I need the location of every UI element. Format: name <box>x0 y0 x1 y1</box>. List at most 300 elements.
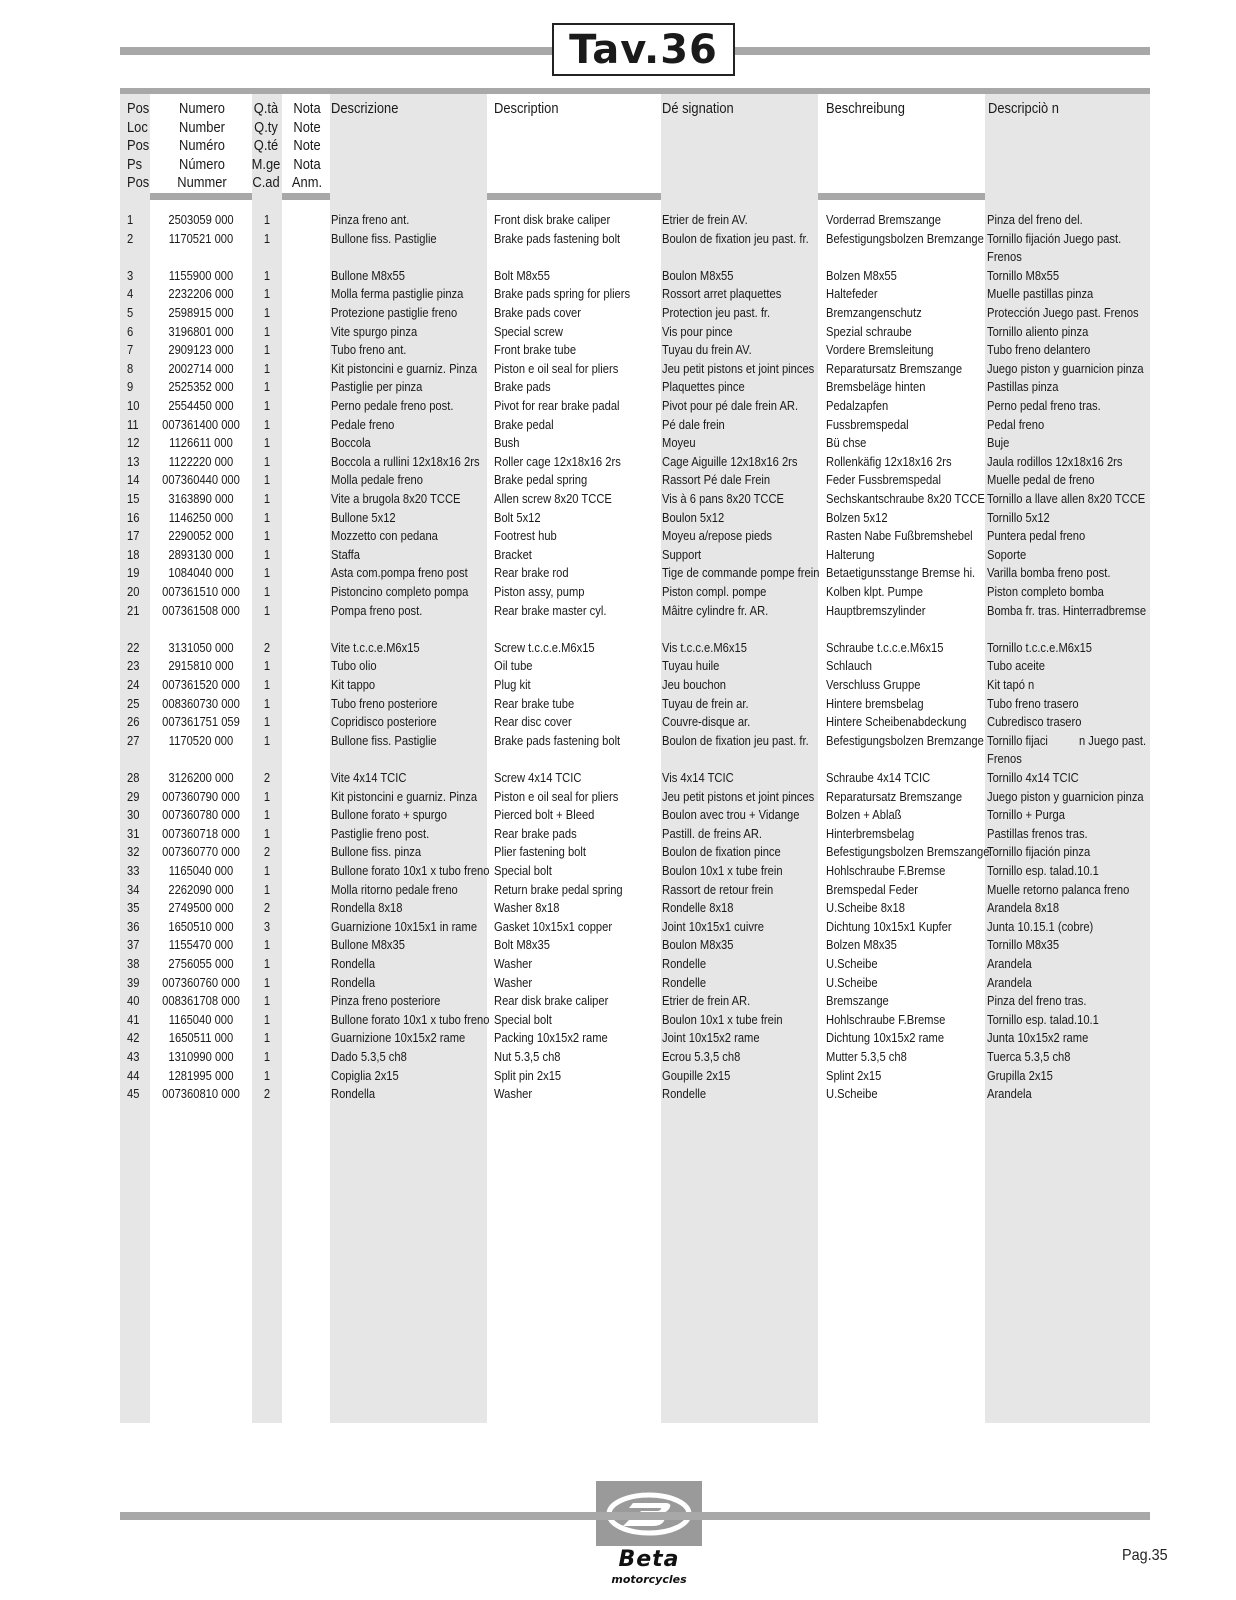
table-row <box>0 955 1236 974</box>
cell-description: Special screw <box>494 323 563 339</box>
cell-designation: Boulon de fixation jeu past. fr. <box>662 732 809 748</box>
table-row <box>0 341 1236 360</box>
table-row <box>0 602 1236 621</box>
cell-pos: 36 <box>127 918 140 934</box>
cell-description: Brake pads <box>494 379 551 395</box>
cell-designation: Tuyau du frein AV. <box>662 342 752 358</box>
cell-number: 007361508 000 <box>162 602 240 618</box>
cell-beschreibung: Bolzen + Ablaß <box>826 807 902 823</box>
table-row <box>0 713 1236 732</box>
table-row <box>0 1067 1236 1086</box>
table-row <box>0 397 1236 416</box>
cell-descrizione: Bullone M8x55 <box>331 267 405 283</box>
cell-number: 1170520 000 <box>168 732 234 748</box>
cell-designation: Goupille 2x15 <box>662 1067 731 1083</box>
cell-descripcion: Junta 10x15x2 rame <box>987 1030 1089 1046</box>
page-title: Tav.36 <box>552 23 735 76</box>
header-descrizione: Descrizione <box>331 100 399 117</box>
cell-qty: 1 <box>263 1067 271 1083</box>
cell-descripcion: Cubredisco trasero <box>987 714 1082 730</box>
cell-descripcion: Arandela 8x18 <box>987 900 1060 916</box>
cell-beschreibung: Hohlschraube F.Bremse <box>826 863 946 878</box>
cell-number: 2290052 000 <box>168 528 234 544</box>
cell-beschreibung: U.Scheibe <box>826 1086 878 1102</box>
cell-number: 1650511 000 <box>168 1030 234 1046</box>
cell-beschreibung: Bremszange <box>826 993 889 1009</box>
cell-designation: Vis 4x14 TCIC <box>662 770 734 785</box>
cell-pos: 5 <box>127 305 134 320</box>
table-row <box>0 825 1236 844</box>
cell-designation: Moyeu a/repose pieds <box>662 528 773 544</box>
cell-number: 2915810 000 <box>168 658 234 674</box>
table-row <box>0 509 1236 528</box>
cell-descripcion: Tornillo a llave allen 8x20 TCCE <box>987 491 1146 506</box>
table-row <box>0 862 1236 881</box>
cell-descripcion: Juego piston y guarnicion pinza <box>987 360 1144 376</box>
cell-descrizione: Tubo freno posteriore <box>331 695 438 711</box>
cell-qty: 1 <box>263 528 271 544</box>
cell-number: 007360770 000 <box>162 844 240 860</box>
cell-description: Plier fastening bolt <box>494 844 586 860</box>
cell-descripcion: Tuerca 5.3,5 ch8 <box>987 1049 1071 1064</box>
cell-pos: 29 <box>127 788 140 804</box>
cell-beschreibung: Bü chse <box>826 435 867 451</box>
cell-descrizione: Pastiglie per pinza <box>331 379 423 395</box>
cell-descripcion: Tubo freno trasero <box>987 695 1079 711</box>
cell-pos: 11 <box>127 416 139 432</box>
cell-beschreibung: Bremsbeläge hinten <box>826 379 926 395</box>
cell-descripcion: Tornillo fijación Juego past. Frenos <box>987 230 1125 265</box>
cell-beschreibung: Vorderrad Bremszange <box>826 212 941 227</box>
header-pos: Pos Loc Pos Ps Pos <box>127 100 150 192</box>
cell-descrizione: Pistoncino completo pompa <box>331 584 469 599</box>
table-row <box>0 285 1236 304</box>
cell-description: Roller cage 12x18x16 2rs <box>494 453 621 469</box>
cell-descripcion: Protección Juego past. Frenos <box>987 305 1139 320</box>
cell-number: 2749500 000 <box>168 900 234 916</box>
cell-descrizione: Bullone 5x12 <box>331 509 396 525</box>
cell-descripcion: Tornillo fijaci n Juego past. Frenos <box>987 732 1150 767</box>
cell-designation: Pé dale frein <box>662 416 725 432</box>
cell-designation: Rondelle <box>662 1086 707 1102</box>
header-designation: Dé signation <box>662 100 734 117</box>
cell-beschreibung: Befestigungsbolzen Bremzange <box>826 230 984 246</box>
cell-number: 007360790 000 <box>162 788 240 804</box>
cell-designation: Rondelle <box>662 956 707 971</box>
cell-number: 2503059 000 <box>168 212 234 227</box>
cell-qty: 1 <box>263 695 271 711</box>
cell-qty: 1 <box>263 807 271 823</box>
cell-descripcion: Puntera pedal freno <box>987 528 1086 544</box>
cell-pos: 7 <box>127 342 134 358</box>
cell-description: Rear disc cover <box>494 714 572 730</box>
cell-beschreibung: Spezial schraube <box>826 323 912 339</box>
cell-descrizione: Rondella 8x18 <box>331 900 403 916</box>
cell-designation: Mâitre cylindre fr. AR. <box>662 602 769 618</box>
cell-descripcion: Muelle pastillas pinza <box>987 286 1094 302</box>
cell-descripcion: Juego piston y guarnicion pinza <box>987 788 1144 804</box>
cell-pos: 30 <box>127 807 140 823</box>
cell-descrizione: Pastiglie freno post. <box>331 825 430 841</box>
cell-number: 1146250 000 <box>168 509 234 525</box>
cell-number: 1126611 000 <box>169 435 233 451</box>
cell-beschreibung: Fussbremspedal <box>826 416 909 432</box>
cell-pos: 22 <box>127 639 140 655</box>
cell-designation: Rondelle <box>662 974 707 990</box>
cell-beschreibung: Sechskantschraube 8x20 TCCE <box>826 491 985 506</box>
cell-descrizione: Tubo freno ant. <box>331 342 407 358</box>
cell-descripcion: Tornillo aliento pinza <box>987 323 1089 339</box>
cell-descripcion: Perno pedal freno tras. <box>987 398 1101 413</box>
cell-qty: 1 <box>263 1030 271 1046</box>
cell-qty: 1 <box>263 565 271 581</box>
cell-descrizione: Boccola <box>331 435 371 451</box>
cell-pos: 33 <box>127 863 140 878</box>
cell-pos: 4 <box>127 286 134 302</box>
cell-qty: 1 <box>263 546 271 562</box>
cell-descrizione: Bullone forato 10x1 x tubo freno <box>331 863 490 878</box>
cell-descripcion: Kit tapó n <box>987 677 1035 692</box>
cell-descripcion: Arandela <box>987 974 1032 990</box>
cell-description: Brake pads spring for pliers <box>494 286 631 302</box>
cell-qty: 1 <box>263 509 271 525</box>
cell-descripcion: Tornillo + Purga <box>987 807 1066 823</box>
cell-pos: 2 <box>127 230 134 246</box>
footer-rule <box>120 1512 1150 1520</box>
cell-qty: 1 <box>263 1049 271 1064</box>
cell-qty: 1 <box>263 323 271 339</box>
cell-descrizione: Bullone forato 10x1 x tubo freno <box>331 1011 490 1027</box>
cell-descrizione: Kit pistoncini e guarniz. Pinza <box>331 788 478 804</box>
cell-number: 1650510 000 <box>168 918 234 934</box>
cell-pos: 25 <box>127 695 140 711</box>
cell-description: Oil tube <box>494 658 533 674</box>
cell-qty: 3 <box>263 918 271 934</box>
cell-designation: Couvre-disque ar. <box>662 714 751 730</box>
cell-descripcion: Arandela <box>987 956 1032 971</box>
cell-designation: Cage Aiguille 12x18x16 2rs <box>662 453 798 469</box>
cell-designation: Protection jeu past. fr. <box>662 305 771 320</box>
cell-descrizione: Rondella <box>331 956 376 971</box>
cell-descrizione: Bullone M8x35 <box>331 937 405 953</box>
cell-description: Rear disk brake caliper <box>494 993 609 1009</box>
cell-designation: Support <box>662 546 702 562</box>
cell-number: 1170521 000 <box>168 230 234 246</box>
cell-beschreibung: Hintere bremsbelag <box>826 695 924 711</box>
cell-description: Footrest hub <box>494 528 557 544</box>
cell-qty: 1 <box>263 230 271 246</box>
cell-description: Screw 4x14 TCIC <box>494 770 582 785</box>
table-row <box>0 471 1236 490</box>
cell-beschreibung: Halterung <box>826 546 875 562</box>
cell-description: Gasket 10x15x1 copper <box>494 918 613 934</box>
cell-descrizione: Pinza freno posteriore <box>331 993 441 1009</box>
cell-designation: Boulon de fixation jeu past. fr. <box>662 230 809 246</box>
cell-descripcion: Pastillas pinza <box>987 379 1059 395</box>
cell-description: Bracket <box>494 546 532 562</box>
cell-number: 1155900 000 <box>168 267 234 283</box>
cell-number: 2756055 000 <box>168 956 234 971</box>
cell-qty: 1 <box>263 342 271 358</box>
cell-designation: Joint 10x15x2 rame <box>662 1030 760 1046</box>
cell-designation: Boulon avec trou + Vidange <box>662 807 800 823</box>
table-row <box>0 899 1236 918</box>
cell-designation: Tuyau huile <box>662 658 720 674</box>
cell-pos: 43 <box>127 1049 140 1064</box>
cell-beschreibung: Schraube 4x14 TCIC <box>826 770 931 785</box>
cell-beschreibung: Bremspedal Feder <box>826 881 918 897</box>
cell-pos: 13 <box>127 453 140 469</box>
cell-description: Washer <box>494 956 533 971</box>
header-qta: Q.tà Q.ty Q.té M.ge C.ad <box>251 100 281 192</box>
cell-description: Return brake pedal spring <box>494 881 623 897</box>
cell-description: Allen screw 8x20 TCCE <box>494 491 612 506</box>
cell-descripcion: Grupilla 2x15 <box>987 1067 1053 1083</box>
cell-descrizione: Vite t.c.c.e.M6x15 <box>331 639 420 655</box>
table-row <box>0 434 1236 453</box>
cell-number: 007360718 000 <box>162 825 240 841</box>
cell-description: Brake pads fastening bolt <box>494 230 621 246</box>
cell-descripcion: Bomba fr. tras. Hinterradbremse <box>987 602 1147 618</box>
cell-descrizione: Bullone fiss. pinza <box>331 844 422 860</box>
cell-descripcion: Arandela <box>987 1086 1032 1102</box>
cell-descrizione: Dado 5.3,5 ch8 <box>331 1049 407 1064</box>
cell-beschreibung: Splint 2x15 <box>826 1067 882 1083</box>
table-row <box>0 732 1236 767</box>
cell-beschreibung: Dichtung 10x15x1 Kupfer <box>826 918 952 934</box>
cell-pos: 34 <box>127 881 140 897</box>
cell-descrizione: Rondella <box>331 974 376 990</box>
cell-beschreibung: Bolzen M8x55 <box>826 267 897 283</box>
cell-number: 007360760 000 <box>162 974 240 990</box>
cell-descrizione: Boccola a rullini 12x18x16 2rs <box>331 453 480 469</box>
cell-description: Pierced bolt + Bleed <box>494 807 595 823</box>
cell-beschreibung: Vordere Bremsleitung <box>826 342 934 358</box>
cell-qty: 2 <box>263 900 271 916</box>
table-row <box>0 843 1236 862</box>
cell-pos: 41 <box>127 1011 140 1027</box>
table-row <box>0 639 1236 658</box>
cell-descripcion: Jaula rodillos 12x18x16 2rs <box>987 453 1123 469</box>
cell-description: Piston e oil seal for pliers <box>494 360 619 376</box>
cell-number: 1084040 000 <box>168 565 234 581</box>
table-row <box>0 416 1236 435</box>
cell-designation: Rassort Pé dale Frein <box>662 472 771 488</box>
cell-pos: 1 <box>127 212 134 227</box>
cell-qty: 1 <box>263 379 271 395</box>
cell-beschreibung: Befestigungsbolzen Bremszange <box>826 844 990 860</box>
table-row <box>0 378 1236 397</box>
table-row <box>0 490 1236 509</box>
cell-qty: 1 <box>263 825 271 841</box>
brand-name: Beta <box>618 1547 680 1572</box>
table-row <box>0 546 1236 565</box>
cell-description: Brake pads cover <box>494 305 582 320</box>
cell-number: 007361520 000 <box>162 677 240 692</box>
cell-designation: Pivot pour pé dale frein AR. <box>662 398 799 413</box>
cell-number: 3131050 000 <box>168 639 234 655</box>
cell-qty: 1 <box>263 267 271 283</box>
cell-number: 1165040 000 <box>168 1011 234 1027</box>
header-descripcion: Descripciò n <box>988 100 1059 117</box>
cell-descrizione: Vite spurgo pinza <box>331 323 418 339</box>
cell-descrizione: Vite a brugola 8x20 TCCE <box>331 491 461 506</box>
cell-number: 007361400 000 <box>162 416 240 432</box>
cell-number: 1165040 000 <box>168 863 234 878</box>
cell-designation: Moyeu <box>662 435 696 451</box>
table-row <box>0 881 1236 900</box>
cell-descripcion: Junta 10.15.1 (cobre) <box>987 918 1094 934</box>
cell-beschreibung: Hauptbremszylinder <box>826 602 926 618</box>
cell-designation: Rossort arret plaquettes <box>662 286 782 302</box>
cell-pos: 19 <box>127 565 140 581</box>
cell-qty: 1 <box>263 863 271 878</box>
cell-pos: 27 <box>127 732 140 748</box>
cell-beschreibung: Rasten Nabe Fußbremshebel <box>826 528 973 544</box>
cell-beschreibung: Betaetigunsstange Bremse hi. <box>826 565 976 581</box>
cell-descripcion: Soporte <box>987 546 1027 562</box>
cell-qty: 2 <box>263 770 271 785</box>
cell-beschreibung: Feder Fussbremspedal <box>826 472 941 488</box>
cell-designation: Vis pour pince <box>662 323 733 339</box>
cell-descrizione: Pompa freno post. <box>331 602 423 618</box>
cell-qty: 1 <box>263 658 271 674</box>
cell-descripcion: Pinza del freno tras. <box>987 993 1087 1009</box>
cell-descrizione: Bullone fiss. Pastiglie <box>331 732 437 748</box>
cell-number: 2598915 000 <box>168 305 234 320</box>
cell-number: 1281995 000 <box>168 1067 234 1083</box>
cell-number: 007361751 059 <box>162 714 240 730</box>
cell-descrizione: Pinza freno ant. <box>331 212 410 227</box>
cell-descrizione: Guarnizione 10x15x1 in rame <box>331 918 478 934</box>
cell-pos: 18 <box>127 546 140 562</box>
cell-pos: 10 <box>127 398 140 413</box>
header-nota: Nota Note Note Nota Anm. <box>291 100 323 192</box>
cell-designation: Rassort de retour frein <box>662 881 774 897</box>
cell-qty: 1 <box>263 286 271 302</box>
cell-beschreibung: Hinterbremsbelag <box>826 825 915 841</box>
cell-description: Special bolt <box>494 1011 552 1027</box>
cell-descripcion: Tornillo esp. talad.10.1 <box>987 1011 1099 1027</box>
cell-beschreibung: Bremzangenschutz <box>826 305 922 320</box>
cell-number: 2262090 000 <box>168 881 234 897</box>
cell-beschreibung: Schlauch <box>826 658 872 674</box>
table-row <box>0 918 1236 937</box>
cell-pos: 40 <box>127 993 140 1009</box>
cell-designation: Jeu bouchon <box>662 677 727 692</box>
table-row <box>0 936 1236 955</box>
cell-designation: Boulon de fixation pince <box>662 844 781 860</box>
cell-qty: 1 <box>263 360 271 376</box>
cell-descripcion: Tornillo 4x14 TCIC <box>987 770 1079 785</box>
cell-designation: Jeu petit pistons et joint pinces <box>662 788 815 804</box>
cell-descrizione: Molla ritorno pedale freno <box>331 881 458 897</box>
cell-descripcion: Tornillo 5x12 <box>987 509 1050 525</box>
cell-description: Bolt M8x55 <box>494 267 550 283</box>
cell-pos: 17 <box>127 528 140 544</box>
cell-descrizione: Tubo olio <box>331 658 377 674</box>
cell-qty: 1 <box>263 491 271 506</box>
table-row <box>0 806 1236 825</box>
cell-designation: Vis à 6 pans 8x20 TCCE <box>662 491 785 506</box>
cell-designation: Jeu petit pistons et joint pinces <box>662 360 815 376</box>
cell-description: Rear brake master cyl. <box>494 602 607 618</box>
cell-designation: Tige de commande pompe frein <box>662 565 820 581</box>
cell-number: 1122220 000 <box>168 453 234 469</box>
cell-qty: 1 <box>263 212 271 227</box>
cell-qty: 1 <box>263 584 271 599</box>
cell-descripcion: Pedal freno <box>987 416 1045 432</box>
cell-pos: 21 <box>127 602 140 618</box>
table-row <box>0 453 1236 472</box>
table-row <box>0 657 1236 676</box>
header-beschreibung: Beschreibung <box>826 100 905 117</box>
cell-number: 3196801 000 <box>168 323 234 339</box>
cell-beschreibung: Haltefeder <box>826 286 878 302</box>
table-row <box>0 360 1236 379</box>
cell-designation: Joint 10x15x1 cuivre <box>662 918 764 934</box>
cell-number: 007360810 000 <box>162 1086 240 1102</box>
cell-descripcion: Tubo aceite <box>987 658 1046 674</box>
cell-designation: Pastill. de freins AR. <box>662 825 763 841</box>
cell-qty: 1 <box>263 472 271 488</box>
cell-beschreibung: Bolzen M8x35 <box>826 937 897 953</box>
cell-number: 2893130 000 <box>168 546 234 562</box>
cell-qty: 1 <box>263 602 271 618</box>
cell-description: Nut 5.3,5 ch8 <box>494 1049 561 1064</box>
cell-description: Pivot for rear brake padal <box>494 398 620 413</box>
table-row <box>0 1085 1236 1104</box>
cell-number: 3163890 000 <box>168 491 234 506</box>
cell-descrizione: Copiglia 2x15 <box>331 1067 399 1083</box>
cell-description: Rear brake tube <box>494 695 575 711</box>
cell-qty: 1 <box>263 881 271 897</box>
cell-descripcion: Tornillo fijación pinza <box>987 844 1091 860</box>
table-row <box>0 769 1236 788</box>
cell-designation: Etrier de frein AR. <box>662 993 751 1009</box>
cell-pos: 35 <box>127 900 140 916</box>
cell-beschreibung: Reparatursatz Bremszange <box>826 788 963 804</box>
cell-qty: 1 <box>263 732 271 748</box>
cell-beschreibung: Reparatursatz Bremszange <box>826 360 963 376</box>
cell-descripcion: Pastillas frenos tras. <box>987 825 1088 841</box>
cell-descrizione: Mozzetto con pedana <box>331 528 438 544</box>
cell-descripcion: Varilla bomba freno post. <box>987 565 1111 581</box>
page-number: Pag.35 <box>1122 1547 1168 1564</box>
cell-pos: 38 <box>127 956 140 971</box>
cell-number: 1155470 000 <box>168 937 234 953</box>
table-row <box>0 676 1236 695</box>
table-row <box>0 992 1236 1011</box>
cell-pos: 15 <box>127 491 140 506</box>
cell-beschreibung: U.Scheibe <box>826 974 878 990</box>
cell-descrizione: Molla pedale freno <box>331 472 423 488</box>
cell-descrizione: Staffa <box>331 546 361 562</box>
cell-designation: Rondelle 8x18 <box>662 900 734 916</box>
cell-descrizione: Copridisco posteriore <box>331 714 437 730</box>
cell-description: Brake pads fastening bolt <box>494 732 621 748</box>
cell-description: Screw t.c.c.e.M6x15 <box>494 639 595 655</box>
cell-descrizione: Pedale freno <box>331 416 395 432</box>
cell-qty: 2 <box>263 639 271 655</box>
cell-beschreibung: U.Scheibe 8x18 <box>826 900 905 916</box>
cell-designation: Tuyau de frein ar. <box>662 695 749 711</box>
cell-qty: 1 <box>263 937 271 953</box>
cell-description: Brake pedal <box>494 416 554 432</box>
cell-beschreibung: Dichtung 10x15x2 rame <box>826 1030 945 1046</box>
cell-qty: 1 <box>263 435 271 451</box>
cell-pos: 45 <box>127 1086 140 1102</box>
